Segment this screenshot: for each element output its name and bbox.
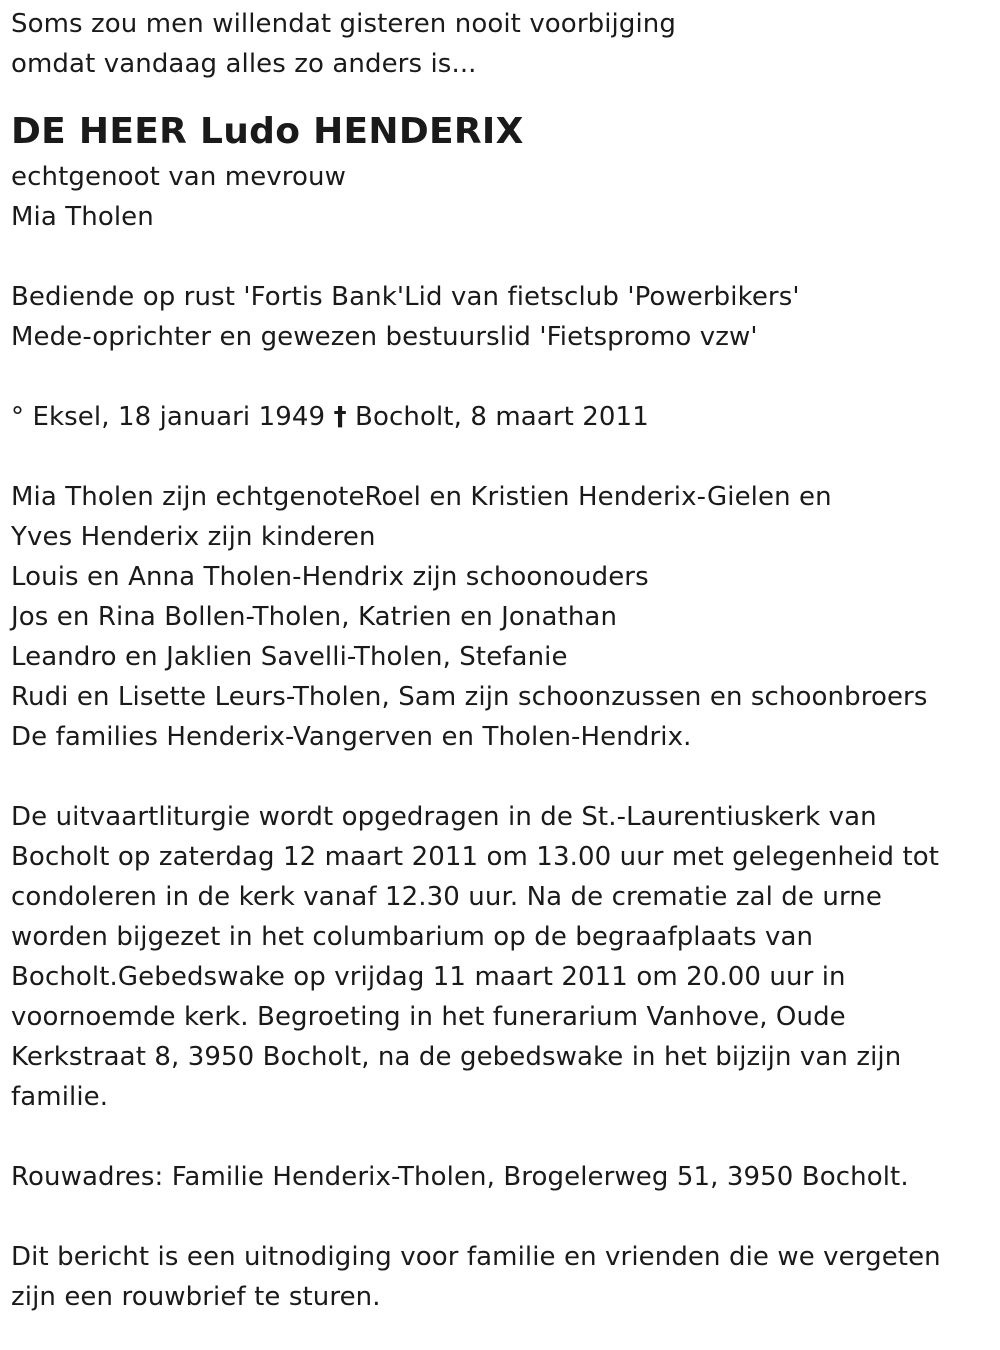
mourning-address: Rouwadres: Familie Henderix-Tholen, Brogelerweg 51, 3950 Bocholt. <box>11 1162 909 1192</box>
verse-line: Soms zou men willendat gisteren nooit voorbijging <box>11 9 676 39</box>
family-line: De families Henderix-Vangerven en Tholen-Hendrix. <box>11 722 692 752</box>
ceremony-line: Kerkstraat 8, 3950 Bocholt, na de gebedswake in het bijzijn van zijn <box>11 1042 902 1072</box>
family-block <box>11 477 986 757</box>
life-dates <box>11 397 986 437</box>
closing-line: Dit bericht is een uitnodiging voor familie en vrienden die we vergeten <box>11 1242 941 1272</box>
family-line: Yves Henderix zijn kinderen <box>11 522 376 552</box>
ceremony-line: Bocholt.Gebedswake op vrijdag 11 maart 2011 om 20.00 uur in <box>11 962 846 992</box>
family-line: Louis en Anna Tholen-Hendrix zijn schoonouders <box>11 562 649 592</box>
role-line: Mede-oprichter en gewezen bestuurslid 'Fietspromo vzw' <box>11 322 758 352</box>
family-line: Leandro en Jaklien Savelli-Tholen, Stefanie <box>11 642 568 672</box>
ceremony-line: De uitvaartliturgie wordt opgedragen in de St.-Laurentiuskerk van <box>11 802 877 832</box>
spouse-block <box>11 157 986 237</box>
closing-block <box>11 1237 986 1317</box>
family-line: Rudi en Lisette Leurs-Tholen, Sam zijn schoonzussen en schoonbroers <box>11 682 928 712</box>
ceremony-line: voornoemde kerk. Begroeting in het funerarium Vanhove, Oude <box>11 1002 846 1032</box>
ceremony-line: condoleren in de kerk vanaf 12.30 uur. Na de crematie zal de urne <box>11 882 882 912</box>
ceremony-block <box>11 797 986 1117</box>
role-line: Bediende op rust 'Fortis Bank'Lid van fietsclub 'Powerbikers' <box>11 282 800 312</box>
death-date: Bocholt, 8 maart 2011 <box>355 402 649 432</box>
birth-date: ° Eksel, 18 januari 1949 <box>11 402 326 432</box>
ceremony-line: Bocholt op zaterdag 12 maart 2011 om 13.00 uur met gelegenheid tot <box>11 842 940 872</box>
spouse-line: echtgenoot van mevrouw <box>11 162 346 192</box>
closing-line: zijn een rouwbrief te sturen. <box>11 1282 381 1312</box>
roles-block <box>11 277 986 357</box>
ceremony-line: familie. <box>11 1082 109 1112</box>
cross-icon: † <box>333 402 347 432</box>
verse-block <box>11 4 986 84</box>
family-line: Jos en Rina Bollen-Tholen, Katrien en Jonathan <box>11 602 618 632</box>
family-line: Mia Tholen zijn echtgenoteRoel en Kristien Henderix-Gielen en <box>11 482 832 512</box>
verse-line: omdat vandaag alles zo anders is... <box>11 49 477 79</box>
deceased-name: DE HEER Ludo HENDERIX <box>11 111 524 152</box>
obituary-document <box>11 4 986 1317</box>
ceremony-line: worden bijgezet in het columbarium op de begraafplaats van <box>11 922 814 952</box>
spouse-line: Mia Tholen <box>11 202 154 232</box>
